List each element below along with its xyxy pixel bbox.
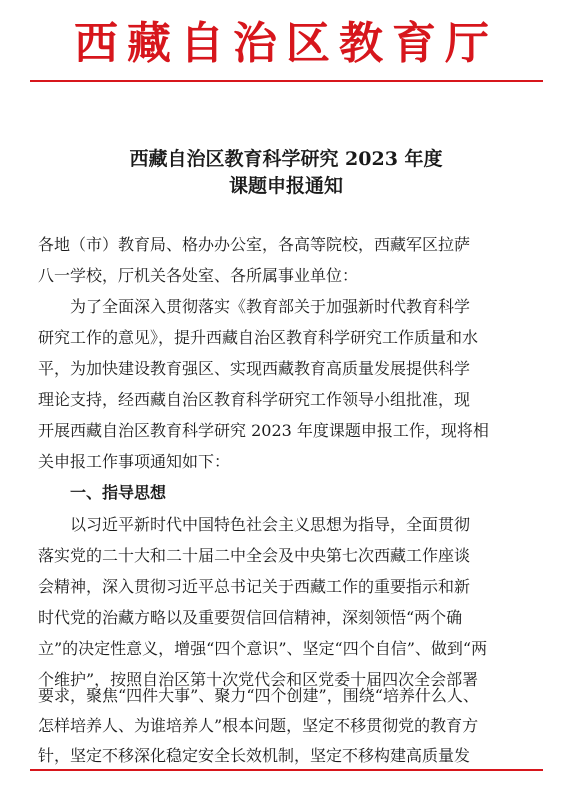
paragraph-line: 落实党的二十大和二十届二中全会及中央第七次西藏工作座谈 bbox=[38, 546, 471, 565]
paragraph-line: 研究工作的意见》，提升西藏自治区教育科学研究工作质量和水 bbox=[38, 328, 479, 347]
paragraph-line: 时代党的治藏方略以及重要贺信回信精神，深刻领悟“两个确 bbox=[38, 608, 463, 627]
masthead-title: 西藏自治区教育厅 bbox=[74, 18, 498, 69]
paragraph-line: 怎样培养人、为谁培养人”根本问题，坚定不移贯彻党的教育方 bbox=[38, 716, 479, 735]
document-title-line-1: 西藏自治区教育科学研究 2023 年度 bbox=[129, 148, 443, 170]
masthead-red-rule bbox=[30, 80, 543, 82]
paragraph-line: 针，坚定不移深化稳定安全长效机制，坚定不移构建高质量发 bbox=[38, 746, 471, 765]
paragraph-line: 平，为加快建设教育强区、实现西藏教育高质量发展提供科学 bbox=[38, 359, 471, 378]
footer-red-rule bbox=[30, 769, 543, 771]
paragraph-line: 个维护”，按照自治区第十次党代会和区党委十届四次全会部署 bbox=[38, 670, 479, 689]
paragraph-line: 以习近平新时代中国特色社会主义思想为指导，全面贯彻 bbox=[70, 515, 471, 534]
paragraph-line: 关申报工作事项通知如下： bbox=[38, 452, 231, 471]
paragraph-line: 立”的决定性意义，增强“四个意识”、坚定“四个自信”、做到“两 bbox=[38, 639, 488, 658]
addressee-line-2: 八一学校，厅机关各处室、各所属事业单位： bbox=[38, 266, 359, 285]
paragraph-line: 为了全面深入贯彻落实《教育部关于加强新时代教育科学 bbox=[70, 297, 471, 316]
paragraph-line: 会精神，深入贯彻习近平总书记关于西藏工作的重要指示和新 bbox=[38, 577, 471, 596]
addressee-line-1: 各地（市）教育局、格办办公室，各高等院校，西藏军区拉萨 bbox=[38, 235, 471, 254]
paragraph-line: 要求，聚焦“四件大事”、聚力“四个创建”，围绕“培养什么人、 bbox=[38, 686, 479, 705]
paragraph-line: 理论支持，经西藏自治区教育科学研究工作领导小组批准，现 bbox=[38, 390, 471, 409]
section-heading: 一、指导思想 bbox=[70, 483, 167, 502]
paragraph-line: 开展西藏自治区教育科学研究 2023 年度课题申报工作，现将相 bbox=[38, 421, 489, 440]
document-title-line-2: 课题申报通知 bbox=[228, 175, 343, 197]
